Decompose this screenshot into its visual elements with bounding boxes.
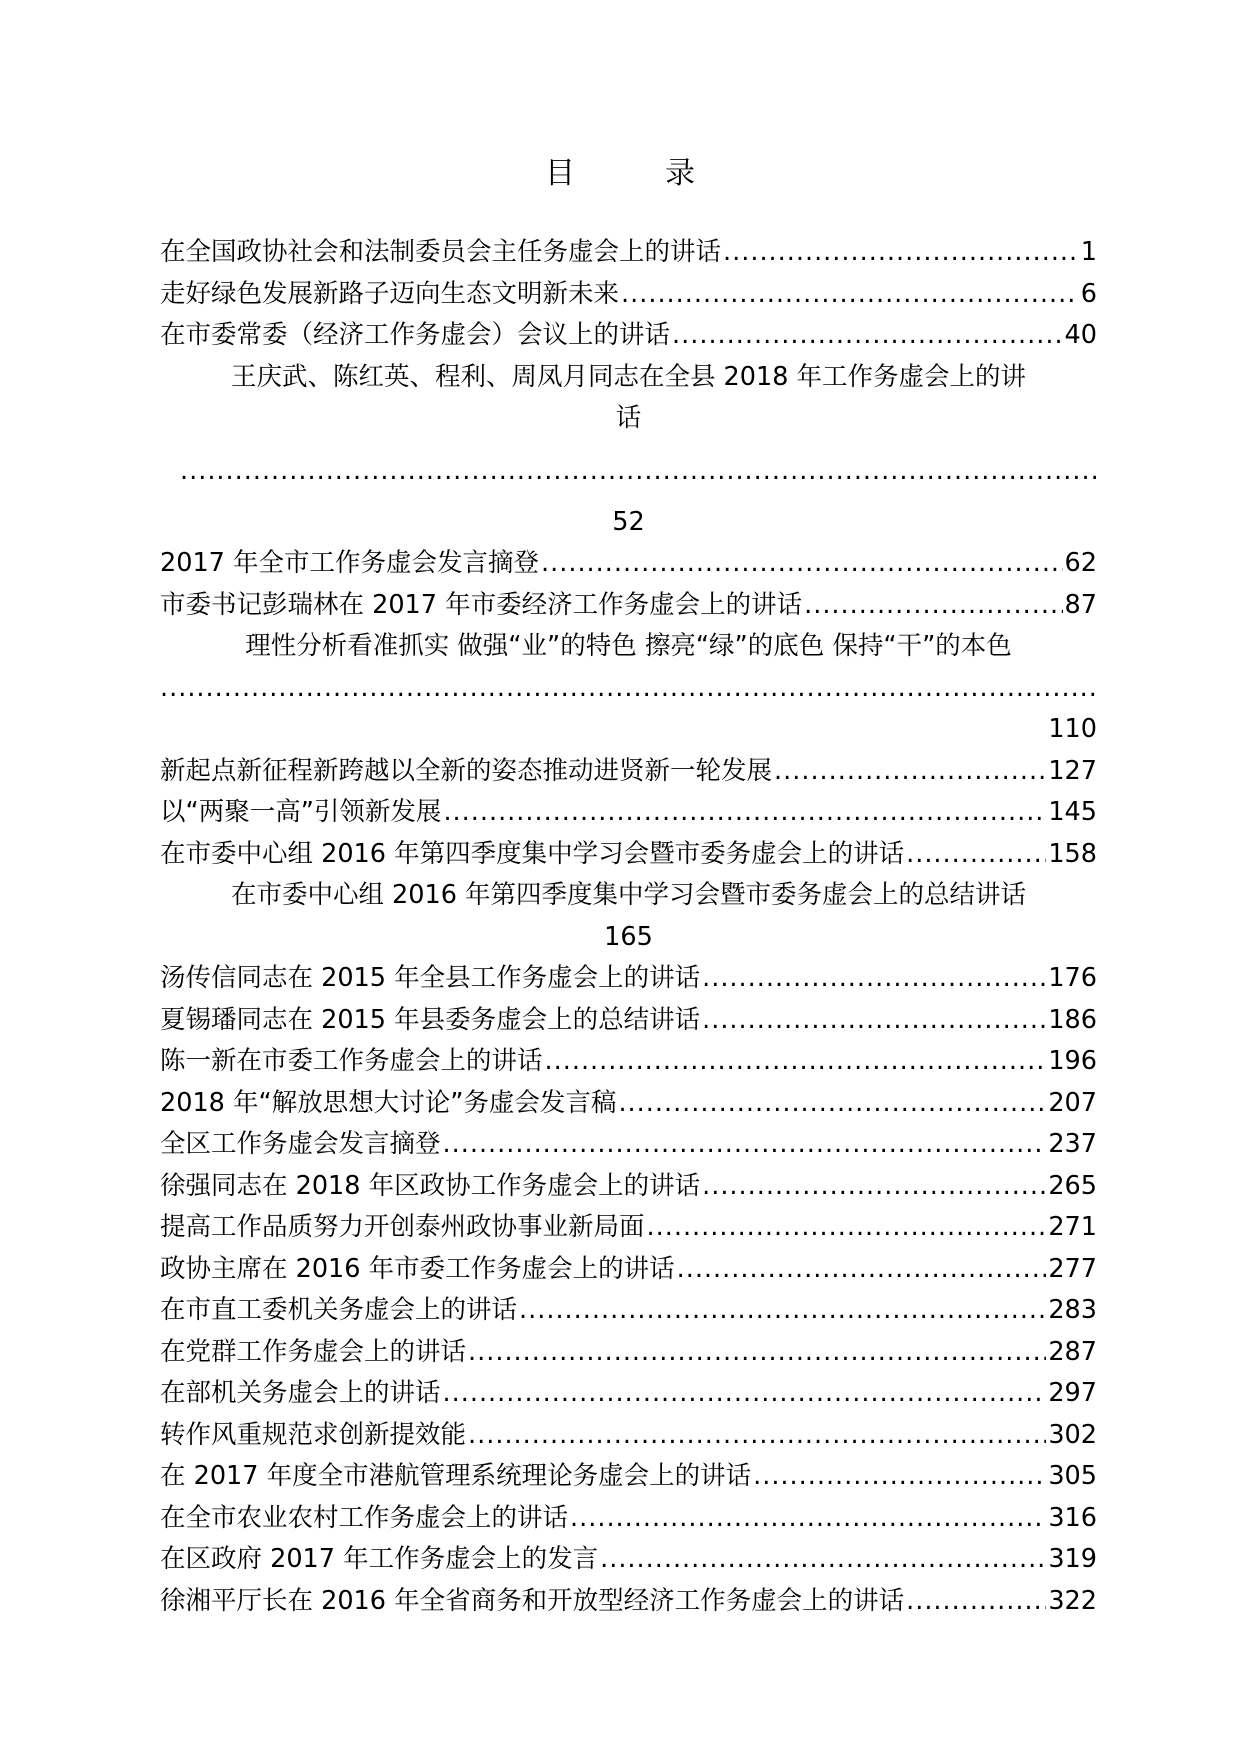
toc-entry-page: 87 <box>1064 589 1097 620</box>
toc-entry[interactable] <box>160 1415 1097 1457</box>
toc-entry-title: 新起点新征程新跨越以全新的姿态推动进贤新一轮发展 <box>160 755 773 786</box>
toc-entry-page: 305 <box>1048 1461 1097 1491</box>
toc-leader-dots <box>600 1539 1046 1581</box>
toc-entry-title: 2017 年全市工作务虚会发言摘登 <box>160 548 540 578</box>
toc-entry-title: 在市直工委机关务虚会上的讲话 <box>160 1295 518 1325</box>
toc-leader-dots <box>702 1000 1046 1042</box>
toc-entry-title: 政协主席在 2016 年市委工作务虚会上的讲话 <box>160 1253 675 1284</box>
toc-entry-page: 271 <box>1048 1212 1097 1242</box>
toc-leader-dots <box>570 1498 1046 1540</box>
toc-entry-page: 322 <box>1048 1585 1097 1616</box>
toc-entry-page: 110 <box>1048 714 1097 744</box>
toc-entry[interactable] <box>160 1041 1097 1083</box>
toc-entry[interactable] <box>160 1083 1097 1125</box>
toc-entry-page: 186 <box>1048 1004 1097 1035</box>
toc-leader-dots <box>702 1166 1046 1208</box>
toc-entry-title: 陈一新在市委工作务虚会上的讲话 <box>160 1046 543 1076</box>
toc-entry[interactable] <box>160 543 1097 585</box>
toc-entry[interactable] <box>160 1000 1097 1042</box>
toc-entry[interactable] <box>160 1456 1097 1498</box>
toc-entry[interactable] <box>160 1332 1097 1374</box>
toc-entry[interactable] <box>160 232 1097 274</box>
toc-leader-dots <box>647 1207 1047 1249</box>
toc-entry-page: 265 <box>1048 1170 1097 1201</box>
toc-leader-dots <box>702 958 1046 1000</box>
toc-leader-dots <box>443 1373 1047 1415</box>
toc-entry[interactable] <box>160 1581 1097 1623</box>
toc-entry-title: 徐强同志在 2018 年区政协工作务虚会上的讲话 <box>160 1170 701 1201</box>
toc-entry-page: 302 <box>1048 1419 1097 1450</box>
toc-leader-dots <box>468 1332 1046 1374</box>
toc-entry-page: 145 <box>1048 797 1097 827</box>
toc-entry[interactable] <box>160 792 1097 834</box>
toc-entry-page: 287 <box>1048 1336 1097 1367</box>
toc-entry-title: 在市委常委（经济工作务虚会）会议上的讲话 <box>160 320 671 350</box>
toc-entry-page: 196 <box>1048 1046 1097 1076</box>
toc-entry-title: 转作风重规范求创新提效能 <box>160 1419 467 1450</box>
toc-entry-title: 全区工作务虚会发言摘登 <box>160 1129 441 1159</box>
toc-entry-title-continued: 话 <box>615 403 642 433</box>
toc-leader-dots <box>906 1581 1046 1623</box>
toc-leader-dots <box>443 1124 1047 1166</box>
toc-entry[interactable] <box>160 315 1097 357</box>
toc-entry-page: 1 <box>1080 237 1097 267</box>
toc-entry-title: 提高工作品质努力开创泰州政协事业新局面 <box>160 1212 645 1242</box>
toc-entry[interactable] <box>160 1290 1097 1332</box>
toc-leader-dots <box>774 751 1046 793</box>
toc-entry-title: 以“两聚一高”引领新发展 <box>160 797 442 827</box>
toc-entry[interactable] <box>160 1124 1097 1166</box>
toc-entry-page: 207 <box>1048 1087 1097 1118</box>
toc-entry[interactable] <box>160 1373 1097 1415</box>
toc-leader-dots <box>906 834 1046 876</box>
toc-entry[interactable] <box>160 274 1097 316</box>
toc-entry-page: 40 <box>1064 320 1097 350</box>
toc-entry-page: 283 <box>1048 1295 1097 1325</box>
toc-entry-page: 127 <box>1048 755 1097 786</box>
toc-entry-title: 市委书记彭瑞林在 2017 年市委经济工作务虚会上的讲话 <box>160 589 803 620</box>
toc-entry-title: 在 2017 年度全市港航管理系统理论务虚会上的讲话 <box>160 1461 752 1491</box>
toc-entry[interactable] <box>160 834 1097 876</box>
toc-entry-title: 在全国政协社会和法制委员会主任务虚会上的讲话 <box>160 237 722 267</box>
toc-leader-dots <box>545 1041 1047 1083</box>
toc-entry-page: 6 <box>1080 278 1097 309</box>
toc-entry[interactable] <box>160 875 1097 958</box>
toc-entry-title: 在市委中心组 2016 年第四季度集中学习会暨市委务虚会上的总结讲话 <box>230 880 1027 910</box>
toc-entry-title: 汤传信同志在 2015 年全县工作务虚会上的讲话 <box>160 963 701 993</box>
toc-entry-page: 316 <box>1048 1502 1097 1533</box>
toc-entry[interactable] <box>160 1166 1097 1208</box>
toc-entry-page: 319 <box>1048 1544 1097 1574</box>
toc-entry-page: 52 <box>612 506 645 537</box>
toc-entry-title: 在全市农业农村工作务虚会上的讲话 <box>160 1502 569 1533</box>
toc-entry[interactable] <box>160 357 1097 544</box>
toc-entry-page: 62 <box>1064 548 1097 578</box>
toc-entry-page: 237 <box>1048 1129 1097 1159</box>
toc-leader-dots <box>160 440 1097 502</box>
toc-entry[interactable] <box>160 585 1097 627</box>
toc-entry[interactable] <box>160 1539 1097 1581</box>
toc-entry-page: 158 <box>1048 838 1097 869</box>
toc-entry-title: 走好绿色发展新路子迈向生态文明新未来 <box>160 278 620 309</box>
toc-leader-dots <box>468 1415 1046 1457</box>
toc-entry[interactable] <box>160 751 1097 793</box>
toc-leader-dots <box>541 543 1063 585</box>
toc-entry-title: 王庆武、陈红英、程利、周凤月同志在全县 2018 年工作务虚会上的讲 <box>230 361 1027 392</box>
toc-entry-title: 在区政府 2017 年工作务虚会上的发言 <box>160 1544 599 1574</box>
toc-leader-dots <box>723 232 1079 274</box>
toc-leader-dots <box>677 1249 1047 1291</box>
toc-entry[interactable] <box>160 1498 1097 1540</box>
toc-entry-title: 理性分析看准抓实 做强“业”的特色 擦亮“绿”的底色 保持“干”的本色 <box>245 631 1012 661</box>
toc-entry[interactable] <box>160 958 1097 1000</box>
toc-entry-page: 297 <box>1048 1378 1097 1408</box>
toc-leader-dots <box>519 1290 1046 1332</box>
toc-list <box>160 232 1097 1622</box>
toc-entry[interactable] <box>160 1207 1097 1249</box>
toc-entry-page: 176 <box>1048 963 1097 993</box>
toc-leader-dots <box>672 315 1063 357</box>
toc-entry-page: 165 <box>604 921 653 952</box>
toc-entry-title: 在市委中心组 2016 年第四季度集中学习会暨市委务虚会上的讲话 <box>160 838 905 869</box>
toc-leader-dots <box>621 274 1079 316</box>
toc-leader-dots <box>753 1456 1046 1498</box>
toc-entry-title: 在部机关务虚会上的讲话 <box>160 1378 441 1408</box>
toc-entry-title: 夏锡璠同志在 2015 年县委务虚会上的总结讲话 <box>160 1004 701 1035</box>
toc-entry-title: 在党群工作务虚会上的讲话 <box>160 1336 467 1367</box>
toc-entry-title: 2018 年“解放思想大讨论”务虚会发言稿 <box>160 1087 617 1118</box>
toc-entry-page: 277 <box>1048 1253 1097 1284</box>
toc-leader-dots <box>804 585 1062 627</box>
toc-leader-dots <box>618 1083 1046 1125</box>
toc-leader-dots <box>443 792 1046 834</box>
toc-leader-dots <box>160 668 1097 710</box>
toc-entry-title: 徐湘平厅长在 2016 年全省商务和开放型经济工作务虚会上的讲话 <box>160 1585 905 1616</box>
toc-entry[interactable] <box>160 626 1097 751</box>
toc-title: 目 录 <box>545 156 725 191</box>
toc-entry[interactable] <box>160 1249 1097 1291</box>
